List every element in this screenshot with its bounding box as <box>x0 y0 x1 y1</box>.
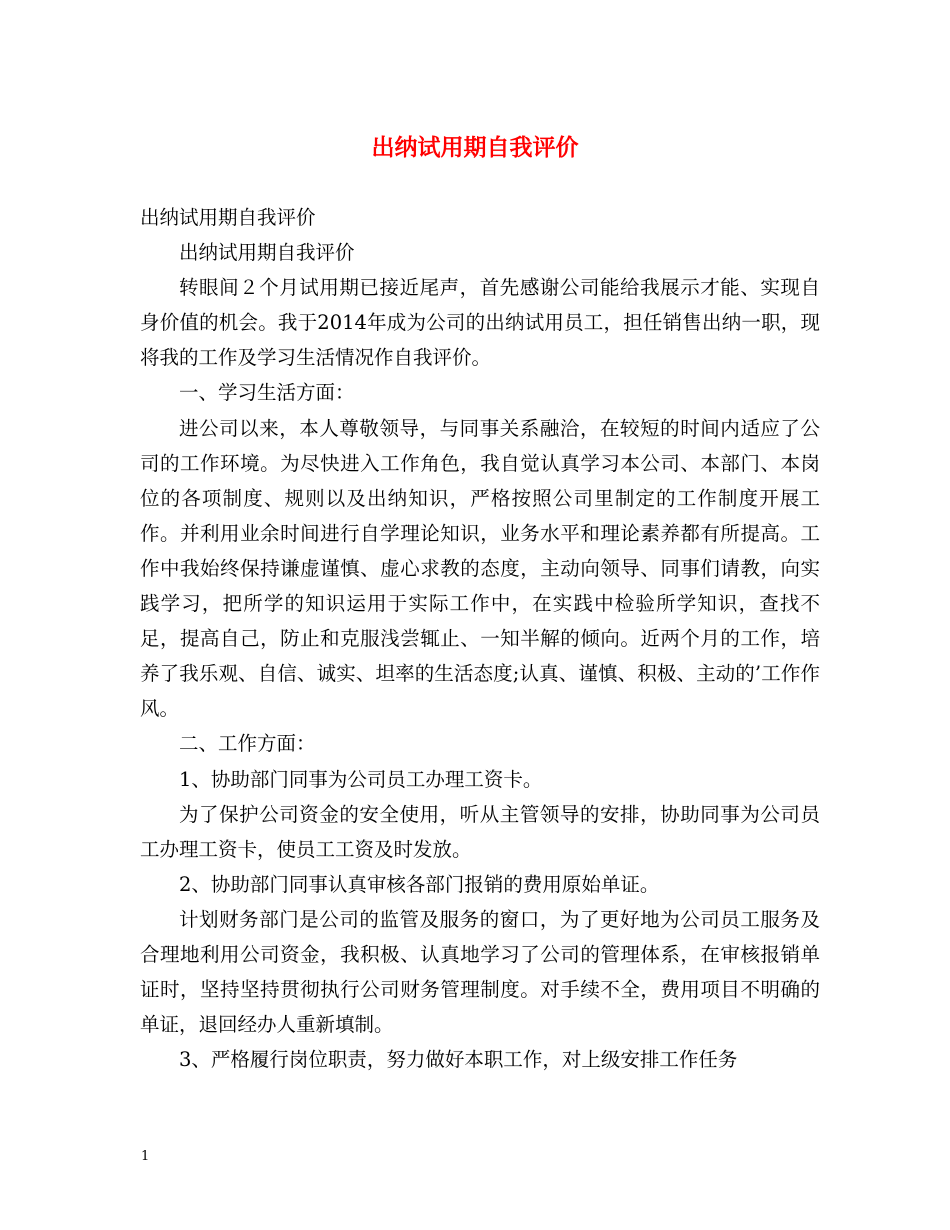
section-heading-study: 一、学习生活方面： <box>179 381 355 405</box>
document-body <box>140 200 820 1077</box>
work-item-2-heading: 2、协助部门同事认真审核各部门报销的费用原始单证。 <box>179 872 660 896</box>
paragraph-heading: 出纳试用期自我评价 <box>140 206 316 229</box>
paragraph-subtitle: 出纳试用期自我评价 <box>179 241 355 265</box>
work-item-1-heading: 1、协助部门同事为公司员工办理工资卡。 <box>179 767 543 791</box>
work-item-3-heading: 3、严格履行岗位职责，努力做好本职工作，对上级安排工作任务 <box>179 1048 738 1072</box>
paragraph-study: 进公司以来，本人尊敬领导，与同事关系融洽，在较短的时间内适应了公司的工作环境。为尽快进入工作角色，我自觉认真学习本公司、本部门、本岗位的各项制度、规则以及出纳知识，严格按照公司里制定的工作制度开展工作。并利用业余时间进行自学理论知识，业务水平和理论素养都有所提高。工作中我始终保持谦虚谨慎、虚心求教的态度，主动向领导、同事们请教，向实践学习，把所学的知识运用于实际工作中，在实践中检验所学知识，查找不足，提高自己，防止和克服浅尝辄止、一知半解的倾向。近两个月的工作，培养了我乐观、自信、诚实、坦率的生活态度;认真、谨慎、积极、主动的’工作作风。 <box>140 416 820 721</box>
work-item-2-body: 计划财务部门是公司的监管及服务的窗口，为了更好地为公司员工服务及合理地利用公司资金，我积极、认真地学习了公司的管理体系，在审核报销单证时，坚持坚持贯彻执行公司财务管理制度。对手续不全，费用项目不明确的单证，退回经办人重新填制。 <box>140 907 820 1037</box>
paragraph-intro: 转眼间２个月试用期已接近尾声，首先感谢公司能给我展示才能、实现自身价值的机会。我于2014年成为公司的出纳试用员工，担任销售出纳一职，现将我的工作及学习生活情况作自我评价。 <box>140 276 820 370</box>
document-title: 出纳试用期自我评价 <box>371 134 579 161</box>
work-item-1-body: 为了保护公司资金的安全使用，听从主管领导的安排，协助同事为公司员工办理工资卡，使员工工资及时发放。 <box>140 802 820 861</box>
section-heading-work: 二、工作方面： <box>179 732 316 756</box>
page-number: 1 <box>141 1149 150 1164</box>
